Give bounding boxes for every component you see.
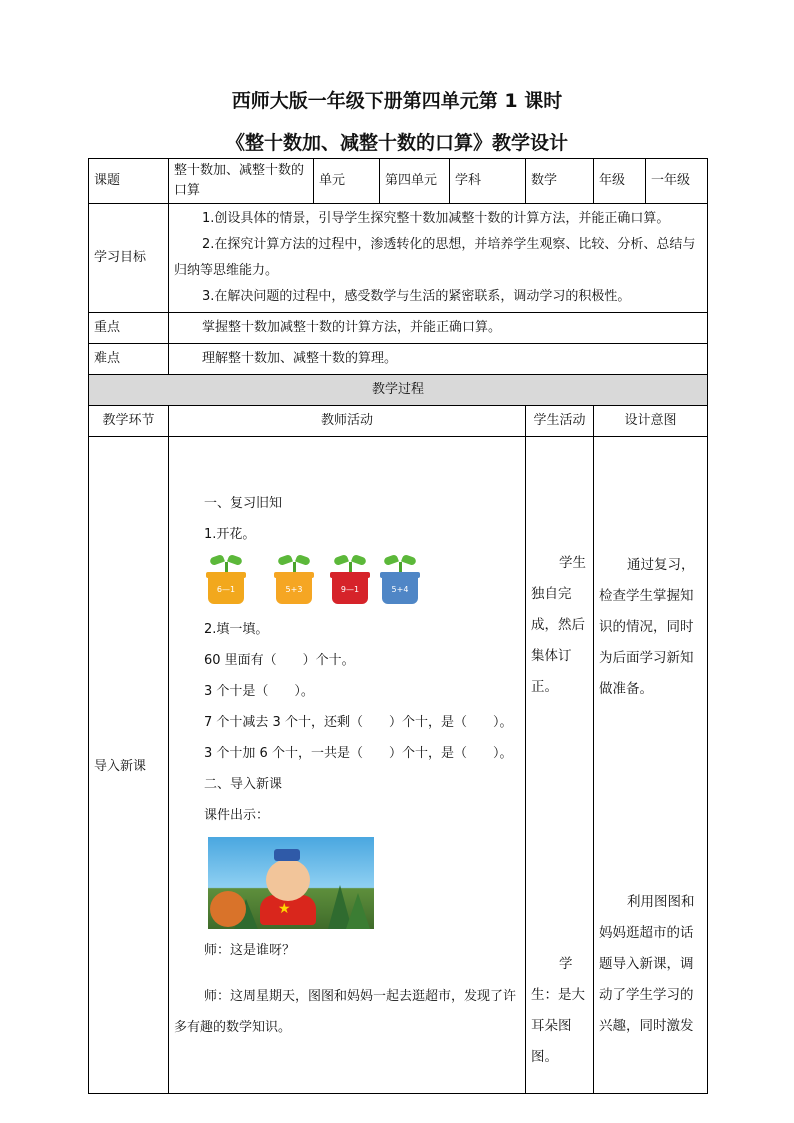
design-intent-cell — [594, 437, 708, 1094]
goal-item: 2.在探究计算方法的过程中，渗透转化的思想，并培养学生观察、比较、分析、总结与归纳等思维能力。 — [174, 237, 696, 278]
document-title-line2: 《整十数加、减整十数的口算》教学设计 — [225, 132, 568, 154]
grade-label: 年级 — [594, 159, 646, 204]
teacher-who-line: 师：这是谁呀？ — [204, 942, 296, 958]
intro-stage-row — [89, 437, 708, 1094]
design-line-2: 利用图图和妈妈逛超市的话题导入新课，调动了学生学习的兴趣，同时激发 — [599, 894, 695, 1034]
goal-item: 1.创设具体的情景，引导学生探究整十数加减整十数的计算方法，并能正确口算。 — [202, 211, 670, 226]
key-point-text: 掌握整十数加减整十数的计算方法，并能正确口算。 — [202, 320, 502, 335]
stage-cell: 导入新课 — [89, 437, 169, 1094]
info-row — [89, 159, 708, 204]
difficulty-label: 难点 — [89, 344, 169, 375]
flower-pot-label: 6—1 — [208, 574, 244, 604]
flower-pot — [206, 554, 246, 606]
unit-label: 单元 — [314, 159, 380, 204]
col-design-header: 设计意图 — [594, 406, 708, 437]
document-title-line1: 西师大版一年级下册第四单元第 1 课时 — [231, 90, 563, 112]
lesson-plan-table — [88, 158, 708, 1094]
teacher-activity-cell — [169, 437, 526, 1094]
flower-pot-label: 5+4 — [382, 574, 418, 604]
flower-pots-image — [206, 554, 520, 606]
grade-value: 一年级 — [646, 159, 708, 204]
column-header-row — [89, 406, 708, 437]
difficulty-row — [89, 344, 708, 375]
col-teacher-header: 教师活动 — [169, 406, 526, 437]
col-stage-header: 教学环节 — [89, 406, 169, 437]
flower-pot — [330, 554, 370, 606]
subject-label: 学科 — [450, 159, 526, 204]
teacher-story-line: 师：这周星期天，图图和妈妈一起去逛超市，发现了许多有趣的数学知识。 — [174, 988, 517, 1035]
courseware-line: 课件出示： — [204, 807, 270, 823]
difficulty-text: 理解整十数加、减整十数的算理。 — [202, 351, 398, 366]
goals-label: 学习目标 — [89, 204, 169, 313]
goal-item: 3.在解决问题的过程中，感受数学与生活的紧密联系，调动学习的积极性。 — [202, 289, 631, 304]
subject-value: 数学 — [526, 159, 594, 204]
process-header: 教学过程 — [89, 375, 708, 406]
student-activity-cell — [526, 437, 594, 1094]
key-point-value — [169, 313, 708, 344]
fill-item: 2.填一填。 — [204, 621, 269, 637]
topic-value: 整十数加、减整十数的口算 — [169, 159, 314, 204]
flower-pot-label: 9—1 — [332, 574, 368, 604]
flower-item: 1.开花。 — [204, 526, 256, 542]
key-point-row — [89, 313, 708, 344]
student-line-1: 学生独自完成，然后集体订正。 — [531, 554, 586, 695]
review-heading: 一、复习旧知 — [204, 495, 283, 511]
question-3: 7 个十减去 3 个十，还剩（ ）个十，是（ ）。 — [204, 714, 513, 730]
col-student-header: 学生活动 — [526, 406, 594, 437]
question-2: 3 个十是（ ）。 — [204, 683, 314, 699]
flower-pot-label: 5+3 — [276, 574, 312, 604]
difficulty-value — [169, 344, 708, 375]
question-4: 3 个十加 6 个十，一共是（ ）个十，是（ ）。 — [204, 745, 513, 761]
unit-value: 第四单元 — [380, 159, 450, 204]
flower-pot — [380, 554, 420, 606]
design-line-1: 通过复习，检查学生掌握知识的情况，同时为后面学习新知做准备。 — [599, 557, 695, 697]
key-point-label: 重点 — [89, 313, 169, 344]
intro-heading: 二、导入新课 — [204, 776, 283, 792]
goals-content — [169, 204, 708, 313]
question-1: 60 里面有（ ）个十。 — [204, 652, 355, 668]
topic-label: 课题 — [89, 159, 169, 204]
process-header-row — [89, 375, 708, 406]
flower-pot — [274, 554, 314, 606]
student-line-2: 学生：是大耳朵图图。 — [531, 955, 585, 1065]
tutu-cartoon-image: ★ — [208, 837, 374, 929]
goals-row — [89, 204, 708, 313]
